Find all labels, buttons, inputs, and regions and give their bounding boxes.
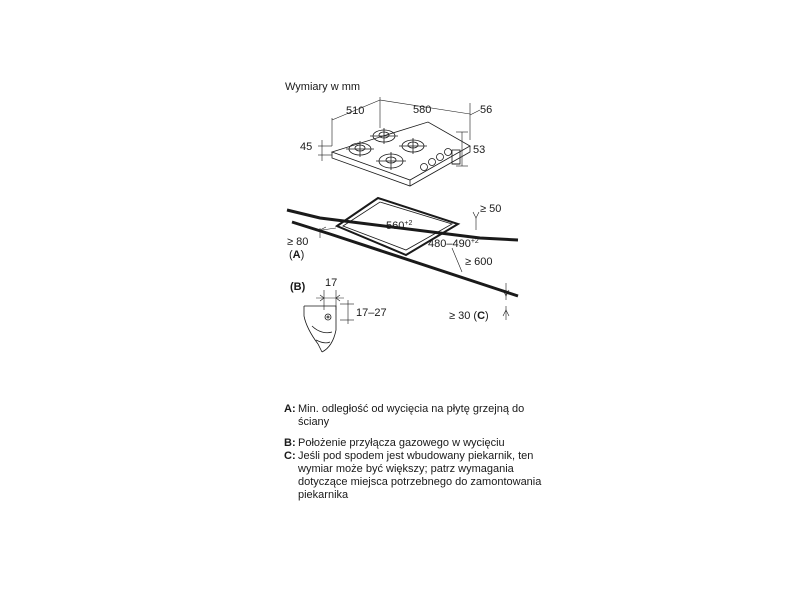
dim-580: 580 [413,104,432,116]
hob-drawing [332,122,470,186]
dim-line-counter-depth [452,248,462,272]
dim-gas-17-27: 17–27 [356,307,387,319]
gas-connection-detail [304,290,354,352]
dim-560: $560^{+2}$ [386,220,413,232]
dim-bottom-min-30: ≥ 30 (C) [449,310,489,322]
marker-b: (B) [290,281,306,293]
dim-480-490: $480-490^{+2}$ [428,238,479,250]
burner-back-left [370,128,398,144]
legend [284,403,544,510]
burner-front-right [376,152,406,170]
legend-item-a [284,403,544,429]
page-title: Wymiary w mm [285,81,361,93]
dim-counter-depth-600: ≥ 600 [465,256,493,268]
dim-45: 45 [300,141,313,153]
dim-56: 56 [480,104,493,116]
legend-text: Jeśli pod spodem jest wbudowany piekarnik, ten wymiar może być większy; patrz wymagania dotyczące miejsca potrzebnego do zamontowania piekarnika [298,450,542,501]
legend-text: Min. odległość od wycięcia na płytę grzejną do ściany [298,403,525,428]
legend-item-b [284,437,544,450]
dim-510: 510 [346,105,365,117]
dim-line-back-min [473,212,479,230]
burner-front-left [346,141,374,157]
dim-side-min-80: ≥ 80 [287,236,309,248]
dim-gas-17: 17 [325,277,338,289]
dim-53: 53 [473,144,486,156]
legend-key: A: [284,403,296,415]
burner-back-right [399,138,427,154]
dim-back-min-50: ≥ 50 [480,203,502,215]
legend-key: C: [284,450,296,462]
dim-line-bottom-min [503,283,509,320]
legend-key: B: [284,437,296,449]
legend-text: Położenie przyłącza gazowego w wycięciu [298,437,505,449]
legend-item-c [284,450,544,502]
marker-a: (A) [289,249,305,261]
